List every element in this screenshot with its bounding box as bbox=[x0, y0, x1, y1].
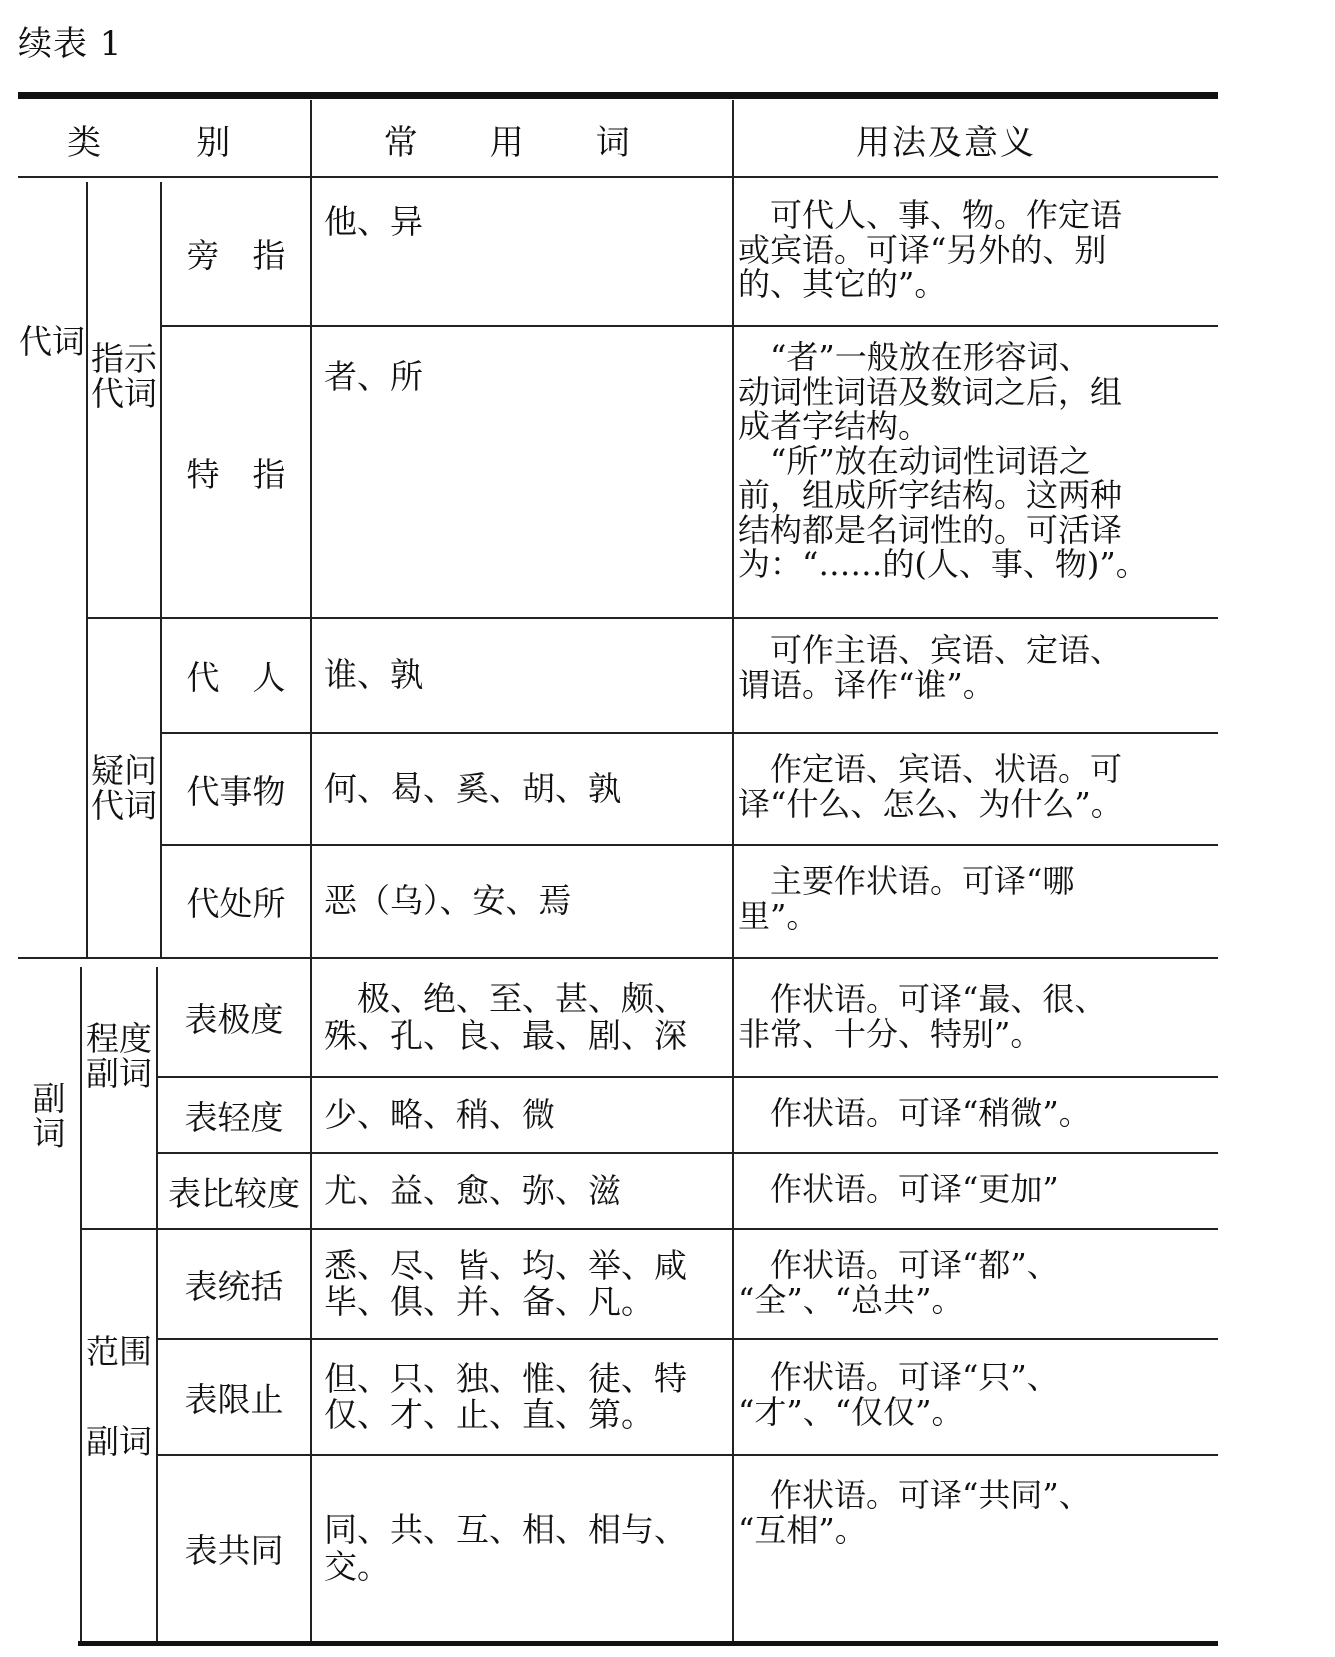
common-words: 恶（乌）、安、焉 bbox=[324, 881, 572, 921]
group-demonstrative: 指示 代词 bbox=[91, 339, 157, 413]
usage-text: 作状语。可译“更加” bbox=[738, 1170, 1059, 1208]
usage-text: 可作主语、宾语、定语、 谓语。译作“谁”。 bbox=[738, 631, 1123, 704]
usage-text: 主要作状语。可译“哪 里”。 bbox=[738, 862, 1075, 935]
sub-category: 代 人 bbox=[186, 658, 286, 697]
group-interrogative: 疑问 代词 bbox=[91, 751, 157, 825]
grammar-table bbox=[18, 92, 1218, 1652]
usage-text: 作状语。可译“稍微”。 bbox=[738, 1094, 1091, 1132]
common-words: 他、异 bbox=[324, 201, 423, 241]
header-divider bbox=[18, 176, 1218, 178]
sub-category: 表轻度 bbox=[184, 1097, 284, 1137]
page-title: 续表 1 bbox=[18, 24, 123, 64]
usage-text: 可代人、事、物。作定语 或宾语。可译“另外的、别 的、其它的”。 bbox=[738, 196, 1123, 304]
row-divider-1 bbox=[160, 325, 1218, 327]
common-words: 悉、尽、皆、均、举、咸 毕、俱、并、备、凡。 bbox=[324, 1245, 687, 1321]
sub-category: 表极度 bbox=[184, 1000, 284, 1039]
usage-text: 作状语。可译“都”、 “全”、“总共”。 bbox=[738, 1246, 1059, 1319]
common-words: 但、只、独、惟、徒、特 仅、才、止、直、第。 bbox=[324, 1358, 687, 1434]
usage-text: 作定语、宾语、状语。可 译“什么、怎么、为什么”。 bbox=[738, 750, 1123, 823]
usage-text: 作状语。可译“共同”、 “互相”。 bbox=[738, 1476, 1091, 1549]
sub-category: 代事物 bbox=[186, 771, 286, 811]
header-usage: 用法及意义 bbox=[856, 122, 1036, 163]
common-words: 尤、益、愈、弥、滋 bbox=[324, 1170, 621, 1210]
sub-category: 旁 指 bbox=[186, 236, 286, 275]
usage-text: 作状语。可译“只”、 “才”、“仅仅”。 bbox=[738, 1358, 1059, 1431]
sub-category: 表统括 bbox=[184, 1266, 284, 1306]
group-scope-2: 副词 bbox=[86, 1421, 152, 1461]
sub-category: 表限止 bbox=[184, 1379, 284, 1419]
group-scope-1: 范围 bbox=[86, 1331, 152, 1371]
common-words: 同、共、互、相、相与、 交。 bbox=[324, 1510, 687, 1586]
usage-text: 作状语。可译“最、很、 非常、十分、特别”。 bbox=[738, 980, 1107, 1053]
group-pronoun: 代词 bbox=[19, 321, 85, 361]
sub-category: 表比较度 bbox=[168, 1173, 300, 1213]
sub-category: 表共同 bbox=[184, 1531, 284, 1570]
group-degree: 程度 副词 bbox=[86, 1019, 152, 1093]
header-category: 类 别 bbox=[67, 122, 261, 163]
common-words: 极、绝、至、甚、颇、 殊、孔、良、最、剧、深 bbox=[324, 979, 687, 1055]
group-adverb: 副词 bbox=[32, 1079, 66, 1153]
header-words: 常 用 词 bbox=[383, 122, 661, 163]
sub-category: 特 指 bbox=[186, 454, 286, 494]
top-rule bbox=[18, 92, 1218, 99]
common-words: 何、曷、奚、胡、孰 bbox=[324, 768, 621, 808]
common-words: 者、所 bbox=[324, 356, 423, 396]
common-words: 谁、孰 bbox=[324, 655, 423, 695]
bottom-rule bbox=[78, 1641, 1218, 1646]
sub-category: 代处所 bbox=[186, 884, 286, 923]
usage-text: “者”一般放在形容词、 动词性词语及数词之后，组 成者字结构。 “所”放在动词性词语之 前，组成所字结构。这两种 结构都是名词性的。可活译 为：“……的(人、事、物)”。 bbox=[738, 338, 1148, 584]
common-words: 少、略、稍、微 bbox=[324, 1094, 555, 1134]
